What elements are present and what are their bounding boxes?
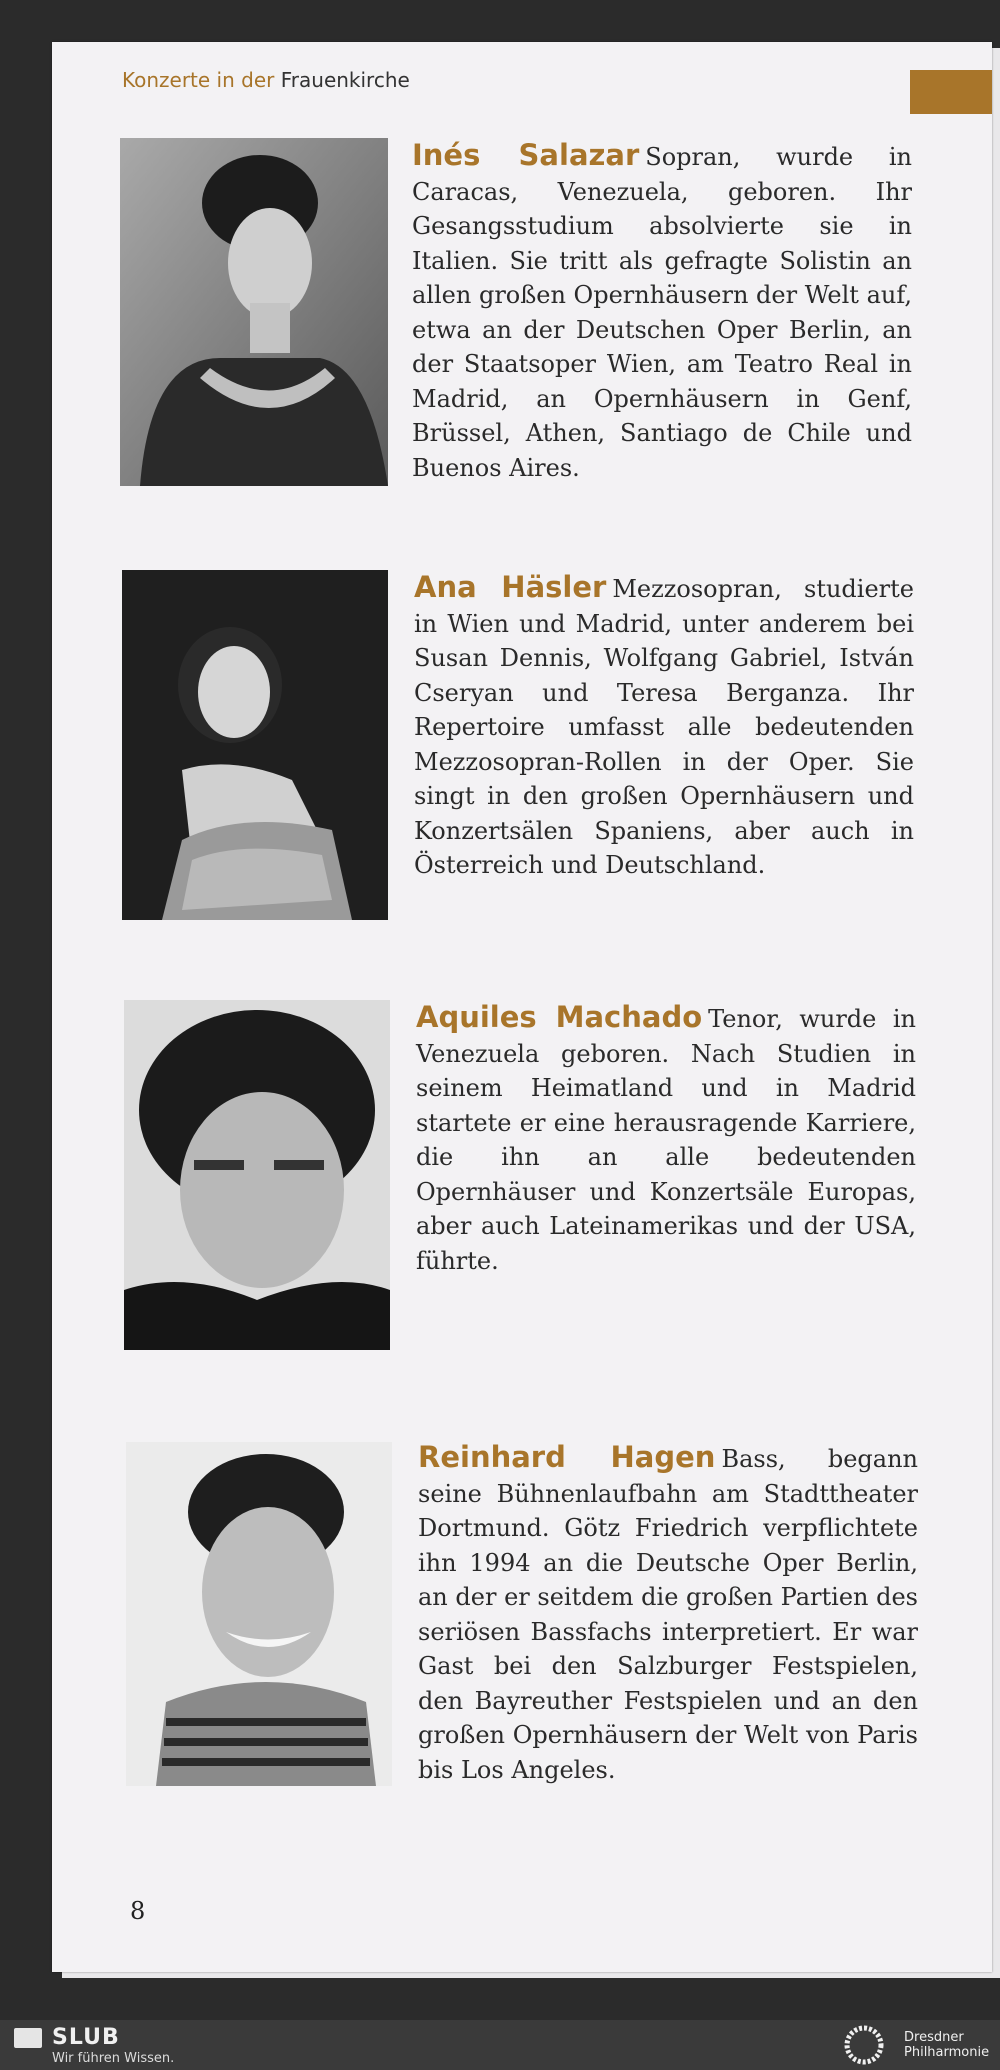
philharmonie-line-1: Dresdner — [904, 2030, 964, 2045]
philharmonie-name[interactable] — [904, 2030, 989, 2060]
slub-name[interactable]: SLUB — [52, 2025, 120, 2050]
artist-name: Reinhard Hagen — [418, 1440, 716, 1474]
slub-tagline: Wir führen Wissen. — [52, 2051, 175, 2066]
artist-bio-ines-salazar — [412, 138, 912, 485]
page-number: 8 — [130, 1897, 146, 1925]
artist-bio-ana-haesler — [414, 570, 914, 883]
artist-name: Inés Salazar — [412, 138, 640, 172]
artist-name: Aquiles Machado — [416, 1000, 703, 1034]
viewer-footer-bar — [0, 2020, 1000, 2070]
artist-description: Tenor, wurde in Venezuela geboren. Nach Studien in seinem Heimatland und in Madrid startete er eine herausragende Karriere, die ihn an alle bedeutenden Opernhäuser und Konzertsäle Europas, aber auch Lateinamerikas und der USA, führte. — [416, 1005, 916, 1275]
page-header — [122, 68, 410, 92]
brochure-page — [52, 42, 992, 1972]
portrait-photo-ines-salazar — [120, 138, 388, 486]
slub-logo-icon[interactable] — [14, 2028, 42, 2048]
artist-description: Mezzosopran, studierte in Wien und Madrid, unter anderem bei Susan Dennis, Wolfgang Gabriel, István Cseryan und Teresa Berganza. Ihr Repertoire umfasst alle bedeutenden Mezzosopran-Rollen in der Oper. Sie singt in den großen Opernhäusern und Konzertsälen Spaniens, aber auch in Österreich und Deutschland. — [414, 575, 914, 879]
artist-name: Ana Häsler — [414, 570, 607, 604]
section-tab-mark — [910, 70, 992, 114]
artist-bio-reinhard-hagen — [418, 1440, 918, 1787]
artist-description: Sopran, wurde in Caracas, Venezuela, geboren. Ihr Gesangsstudium absolvierte sie in Italien. Sie tritt als gefragte Solistin an allen großen Opernhäusern der Welt auf, etwa an der Deutschen Oper Berlin, an der Staatsoper Wien, am Teatro Real in Madrid, an Opernhäusern in Genf, Brüssel, Athen, Santiago de Chile und Buenos Aires. — [412, 143, 912, 482]
portrait-photo-reinhard-hagen — [126, 1442, 392, 1786]
portrait-photo-ana-haesler — [122, 570, 388, 920]
philharmonie-line-2: Philharmonie — [904, 2045, 990, 2060]
artist-bio-aquiles-machado — [416, 1000, 916, 1278]
header-venue: Frauenkirche — [280, 68, 410, 92]
header-series: Konzerte in der — [122, 68, 275, 92]
artist-description: Bass, begann seine Bühnenlaufbahn am Stadttheater Dortmund. Götz Friedrich verpflichtete ihn 1994 an die Deutsche Oper Berlin, an der er seitdem die großen Partien des seriösen Bassfachs interpretiert. Er war Gast bei den Salzburger Festspielen, den Bayreuther Festspielen und an den großen Opernhäusern der Welt von Paris bis Los Angeles. — [418, 1445, 918, 1784]
portrait-photo-aquiles-machado — [124, 1000, 390, 1350]
philharmonie-logo-icon[interactable] — [842, 2023, 886, 2067]
